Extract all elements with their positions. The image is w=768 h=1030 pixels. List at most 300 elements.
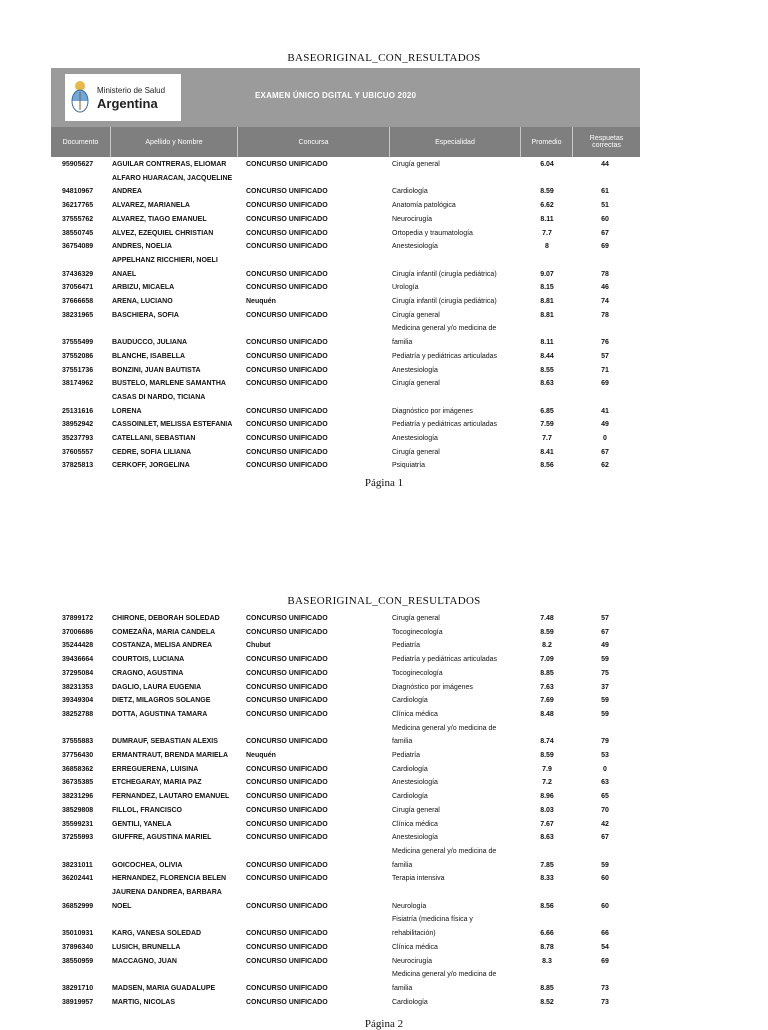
table-row [0, 941, 768, 955]
promedio-cell: 8.56 [540, 902, 554, 910]
header-concursa: Concursa [238, 127, 390, 157]
respuestas-cell: 49 [601, 642, 609, 650]
concursa-cell: CONCURSO UNIFICADO [246, 683, 328, 691]
table-row [0, 185, 768, 199]
concursa-cell: CONCURSO UNIFICADO [246, 366, 328, 374]
promedio-cell: 7.2 [542, 779, 552, 787]
documento-cell: 25131616 [62, 407, 94, 415]
name-continuation: ALFARO HUARACAN, JACQUELINE [112, 174, 233, 182]
promedio-cell: 8.55 [540, 366, 554, 374]
respuestas-cell: 71 [601, 366, 609, 374]
especialidad-cell: Pediatría [392, 642, 421, 650]
header-respuestas [573, 127, 640, 157]
documento-cell: 38529808 [62, 806, 94, 814]
promedio-cell: 8.63 [540, 834, 554, 842]
page-title: BASEORIGINAL_CON_RESULTADOS [287, 52, 481, 64]
especialidad-cell: Diagnóstico por imágenes [392, 407, 473, 415]
promedio-cell: 8 [545, 243, 549, 251]
exam-title: EXAMEN ÚNICO DGITAL Y UBICUO 2020 [255, 91, 417, 100]
table-row [0, 804, 768, 818]
documento-cell: 36217765 [62, 202, 94, 210]
nombre-cell: CRAGNO, AGUSTINA [112, 669, 184, 677]
concursa-cell: CONCURSO UNIFICADO [246, 779, 328, 787]
documento-cell: 38231353 [62, 683, 94, 691]
concursa-cell: CONCURSO UNIFICADO [246, 793, 328, 801]
promedio-cell: 7.09 [540, 656, 554, 664]
nombre-cell: LUSICH, BRUNELLA [112, 943, 181, 951]
documento-cell: 36852999 [62, 902, 94, 910]
documento-cell: 37555499 [62, 339, 94, 347]
table-row [0, 776, 768, 790]
respuestas-cell: 63 [601, 779, 609, 787]
concursa-cell: CONCURSO UNIFICADO [246, 243, 328, 251]
concursa-cell: CONCURSO UNIFICADO [246, 957, 328, 965]
documento-cell: 37551736 [62, 366, 94, 374]
respuestas-cell: 49 [601, 421, 609, 429]
especialidad-cell: Neurocirugía [392, 957, 433, 965]
table-row [0, 418, 768, 432]
promedio-cell: 8.15 [540, 284, 554, 292]
table-row [0, 446, 768, 460]
promedio-cell: 8.03 [540, 806, 554, 814]
header-respuestas-line1: Respuetas [589, 135, 624, 142]
table-row [0, 818, 768, 832]
documento-cell: 37056471 [62, 284, 94, 292]
concursa-cell: CONCURSO UNIFICADO [246, 421, 328, 429]
nombre-cell: DUMRAUF, SEBASTIAN ALEXIS [112, 738, 218, 746]
promedio-cell: 8.59 [540, 752, 554, 759]
nombre-cell: ANAEL [112, 270, 137, 278]
especialidad-cell: Tocoginecología [392, 669, 443, 677]
especialidad-cell: Cardiología [392, 998, 428, 1006]
respuestas-cell: 57 [601, 352, 609, 360]
promedio-cell: 8.59 [540, 188, 554, 196]
table-row [0, 459, 768, 473]
documento-cell: 37896340 [62, 943, 94, 951]
especialidad-cell: Pediatría y pediátricas articuladas [392, 656, 498, 664]
nombre-cell: FILLOL, FRANCISCO [112, 806, 182, 814]
especialidad-continuation: Medicina general y/o medicina de [392, 847, 497, 855]
documento-cell: 37006686 [62, 628, 94, 636]
respuestas-cell: 59 [601, 656, 609, 664]
respuestas-cell: 75 [601, 669, 609, 677]
promedio-cell: 6.66 [540, 930, 554, 938]
nombre-cell: ALVAREZ, MARIANELA [112, 202, 190, 210]
table-row [0, 667, 768, 681]
header-respuestas-line2: correctas [592, 142, 621, 149]
respuestas-cell: 70 [601, 806, 609, 814]
nombre-cell: DOTTA, AGUSTINA TAMARA [112, 710, 208, 718]
documento-cell: 37436329 [62, 270, 94, 278]
table-row [0, 790, 768, 804]
concursa-cell: CONCURSO UNIFICADO [246, 229, 328, 237]
respuestas-cell: 67 [601, 628, 609, 636]
table-row [0, 927, 768, 941]
documento-cell: 35244428 [62, 642, 94, 650]
respuestas-cell: 67 [601, 448, 609, 456]
nombre-cell: AGUILAR CONTRERAS, ELIOMAR [112, 161, 227, 168]
nombre-cell: GIUFFRE, AGUSTINA MARIEL [112, 834, 212, 842]
respuestas-cell: 73 [601, 984, 609, 992]
concursa-cell: CONCURSO UNIFICADO [246, 930, 328, 938]
table-row [0, 268, 768, 282]
documento-cell: 38291710 [62, 984, 94, 992]
documento-cell: 38252788 [62, 710, 94, 718]
especialidad-cell: Anestesiología [392, 834, 438, 842]
nombre-cell: ETCHEGARAY, MARIA PAZ [112, 779, 202, 787]
documento-cell: 37555883 [62, 738, 94, 746]
especialidad-cell: Anestesiología [392, 366, 438, 374]
nombre-cell: BUSTELO, MARLENE SAMANTHA [112, 380, 226, 388]
especialidad-cell: Clínica médica [392, 943, 438, 951]
respuestas-cell: 46 [601, 284, 609, 292]
respuestas-cell: 79 [601, 738, 609, 746]
respuestas-cell: 76 [601, 339, 609, 347]
especialidad-continuation: Medicina general y/o medicina de [392, 325, 497, 333]
table-row [0, 350, 768, 364]
especialidad-cell: familia [392, 861, 413, 869]
nombre-cell: HERNANDEZ, FLORENCIA BELEN [112, 875, 227, 883]
concursa-cell: CONCURSO UNIFICADO [246, 669, 328, 677]
table-row [0, 749, 768, 763]
promedio-cell: 8.81 [540, 311, 554, 319]
promedio-cell: 6.62 [540, 202, 554, 210]
header-banner [51, 68, 640, 127]
respuestas-cell: 0 [603, 765, 607, 773]
promedio-cell: 8.3 [542, 957, 552, 965]
promedio-cell: 8.85 [540, 669, 554, 677]
concursa-cell: CONCURSO UNIFICADO [246, 656, 328, 664]
table-row [0, 336, 768, 350]
logo-country-text: Argentina [97, 96, 158, 111]
promedio-cell: 9.07 [540, 270, 554, 278]
especialidad-cell: Ortopedia y traumatología [392, 229, 473, 237]
promedio-cell: 7.59 [540, 421, 554, 429]
table-header [51, 127, 640, 157]
especialidad-cell: rehabilitación) [392, 930, 436, 938]
respuestas-cell: 60 [601, 875, 609, 883]
promedio-cell: 8.48 [540, 710, 554, 718]
respuestas-cell: 42 [601, 820, 609, 828]
respuestas-cell: 51 [601, 202, 609, 210]
especialidad-cell: Cirugía general [392, 311, 440, 319]
concursa-cell: CONCURSO UNIFICADO [246, 861, 328, 869]
respuestas-cell: 66 [601, 930, 609, 938]
especialidad-cell: Cirugía general [392, 161, 440, 168]
logo-ministry-text: Ministerio de Salud [97, 86, 166, 95]
respuestas-cell: 73 [601, 998, 609, 1006]
concursa-cell: CONCURSO UNIFICADO [246, 380, 328, 388]
promedio-cell: 8.74 [540, 738, 554, 746]
documento-cell: 37899172 [62, 615, 94, 622]
nombre-cell: CERKOFF, JORGELINA [112, 462, 190, 470]
table-row [0, 955, 768, 969]
respuestas-cell: 78 [601, 270, 609, 278]
promedio-cell: 7.67 [540, 820, 554, 828]
documento-cell: 37825813 [62, 462, 94, 470]
promedio-cell: 8.41 [540, 448, 554, 456]
respuestas-cell: 69 [601, 957, 609, 965]
table-row [0, 831, 768, 845]
header-documento: Documento [51, 127, 111, 157]
table-row [0, 872, 768, 886]
especialidad-cell: Cirugía general [392, 806, 440, 814]
nombre-cell: ERMANTRAUT, BRENDA MARIELA [112, 752, 229, 759]
concursa-cell: CONCURSO UNIFICADO [246, 765, 328, 773]
promedio-cell: 8.11 [540, 339, 554, 347]
concursa-cell: CONCURSO UNIFICADO [246, 738, 328, 746]
table-row [0, 364, 768, 378]
table-row [0, 295, 768, 309]
table-row [0, 626, 768, 640]
table-row [0, 432, 768, 446]
concursa-cell: CONCURSO UNIFICADO [246, 462, 328, 470]
promedio-cell: 8.59 [540, 628, 554, 636]
concursa-cell: Chubut [246, 642, 271, 650]
especialidad-cell: Cirugía general [392, 615, 440, 622]
table-row [0, 653, 768, 667]
especialidad-cell: Anestesiología [392, 435, 438, 442]
documento-cell: 37552086 [62, 352, 94, 360]
nombre-cell: CHIRONE, DEBORAH SOLEDAD [112, 615, 220, 622]
especialidad-cell: Pediatría y pediátricas articuladas [392, 352, 498, 360]
especialidad-cell: Pediatría [392, 752, 421, 759]
documento-cell: 38231965 [62, 311, 94, 319]
nombre-cell: BLANCHE, ISABELLA [112, 352, 186, 360]
documento-cell: 38550959 [62, 957, 94, 965]
documento-cell: 38550745 [62, 229, 94, 237]
table-row [0, 982, 768, 996]
especialidad-cell: Neurología [392, 902, 427, 910]
documento-cell: 36202441 [62, 875, 94, 883]
concursa-cell: CONCURSO UNIFICADO [246, 902, 328, 910]
especialidad-cell: Anestesiología [392, 243, 438, 251]
respuestas-cell: 44 [601, 161, 609, 168]
respuestas-cell: 69 [601, 380, 609, 388]
promedio-cell: 7.85 [540, 861, 554, 869]
ministry-logo [65, 74, 181, 121]
promedio-cell: 8.56 [540, 462, 554, 470]
respuestas-cell: 53 [601, 752, 609, 759]
especialidad-continuation: Fisiatría (medicina física y [392, 916, 473, 924]
promedio-cell: 8.33 [540, 875, 554, 883]
table-row [0, 681, 768, 695]
especialidad-cell: Cardiología [392, 793, 428, 801]
concursa-cell: CONCURSO UNIFICADO [246, 834, 328, 842]
concursa-cell: CONCURSO UNIFICADO [246, 984, 328, 992]
header-especialidad: Especialidad [390, 127, 521, 157]
promedio-cell: 8.11 [540, 215, 554, 223]
documento-cell: 38919957 [62, 998, 94, 1006]
nombre-cell: FERNANDEZ, LAUTARO EMANUEL [112, 793, 230, 801]
documento-cell: 37295084 [62, 669, 94, 677]
respuestas-cell: 65 [601, 793, 609, 801]
promedio-cell: 7.9 [542, 765, 552, 773]
especialidad-cell: Urología [392, 284, 419, 292]
especialidad-cell: Terapia intensiva [392, 875, 445, 883]
concursa-cell: CONCURSO UNIFICADO [246, 215, 328, 223]
nombre-cell: LORENA [112, 407, 142, 415]
especialidad-cell: Tocoginecología [392, 628, 443, 636]
respuestas-cell: 0 [603, 435, 607, 442]
table-row [0, 639, 768, 653]
nombre-cell: CEDRE, SOFIA LILIANA [112, 448, 192, 456]
especialidad-cell: Cirugía infantil (cirugía pediátrica) [392, 270, 497, 278]
table-row [0, 735, 768, 749]
table-row [0, 996, 768, 1010]
especialidad-cell: Cardiología [392, 765, 428, 773]
especialidad-cell: Clínica médica [392, 710, 438, 718]
nombre-cell: KARG, VANESA SOLEDAD [112, 930, 202, 938]
table-row [0, 309, 768, 323]
especialidad-cell: familia [392, 738, 413, 746]
concursa-cell: CONCURSO UNIFICADO [246, 284, 328, 292]
especialidad-continuation: Medicina general y/o medicina de [392, 724, 497, 732]
especialidad-cell: Cardiología [392, 697, 428, 705]
respuestas-cell: 67 [601, 834, 609, 842]
respuestas-cell: 60 [601, 902, 609, 910]
nombre-cell: NOEL [112, 902, 132, 910]
respuestas-cell: 74 [601, 298, 609, 305]
nombre-cell: ARBIZU, MICAELA [112, 284, 175, 292]
promedio-cell: 7.7 [542, 435, 552, 442]
table-row [0, 213, 768, 227]
promedio-cell: 8.85 [540, 984, 554, 992]
respuestas-cell: 59 [601, 697, 609, 705]
header-promedio: Promedio [521, 127, 573, 157]
respuestas-cell: 78 [601, 311, 609, 319]
nombre-cell: DAGLIO, LAURA EUGENIA [112, 683, 202, 691]
nombre-cell: CASSOINLET, MELISSA ESTEFANIA [112, 421, 233, 429]
promedio-cell: 7.7 [542, 229, 552, 237]
promedio-cell: 8.63 [540, 380, 554, 388]
nombre-cell: MARTIG, NICOLAS [112, 998, 175, 1006]
table-row [0, 859, 768, 873]
documento-cell: 35599231 [62, 820, 94, 828]
especialidad-cell: Psiquiatría [392, 462, 426, 470]
respuestas-cell: 41 [601, 407, 609, 415]
nombre-cell: MACCAGNO, JUAN [112, 957, 177, 965]
table-row [0, 240, 768, 254]
documento-cell: 37756430 [62, 752, 94, 759]
nombre-cell: COURTOIS, LUCIANA [112, 656, 185, 664]
nombre-cell: GOICOCHEA, OLIVIA [112, 861, 183, 869]
concursa-cell: CONCURSO UNIFICADO [246, 311, 328, 319]
promedio-cell: 7.63 [540, 683, 554, 691]
table-row [0, 158, 768, 172]
nombre-cell: ARENA, LUCIANO [112, 298, 173, 305]
nombre-cell: ALVEZ, EZEQUIEL CHRISTIAN [112, 229, 214, 237]
respuestas-cell: 61 [601, 188, 609, 196]
especialidad-cell: Neurocirugía [392, 215, 433, 223]
table-row [0, 377, 768, 391]
nombre-cell: BAUDUCCO, JULIANA [112, 339, 188, 347]
table-row [0, 281, 768, 295]
concursa-cell: CONCURSO UNIFICADO [246, 270, 328, 278]
documento-cell: 35010931 [62, 930, 94, 938]
especialidad-cell: Anatomía patológica [392, 202, 456, 210]
respuestas-cell: 69 [601, 243, 609, 251]
respuestas-cell: 37 [601, 683, 609, 691]
promedio-cell: 8.81 [540, 298, 554, 305]
documento-cell: 35237793 [62, 435, 94, 442]
especialidad-continuation: Medicina general y/o medicina de [392, 971, 497, 979]
concursa-cell: Neuquén [246, 298, 276, 305]
nombre-cell: ANDREA [112, 188, 142, 196]
page-title: BASEORIGINAL_CON_RESULTADOS [287, 595, 481, 607]
nombre-cell: COSTANZA, MELISA ANDREA [112, 642, 213, 650]
table-row [0, 612, 768, 626]
page-number: Página 1 [364, 477, 404, 489]
respuestas-cell: 59 [601, 710, 609, 718]
page-number: Página 2 [364, 1018, 404, 1030]
nombre-cell: DIETZ, MILAGROS SOLANGE [112, 697, 211, 705]
name-continuation: APPELHANZ RICCHIERI, NOELI [112, 256, 218, 264]
especialidad-cell: Cirugía general [392, 448, 440, 456]
promedio-cell: 7.69 [540, 697, 554, 705]
table-row [0, 694, 768, 708]
documento-cell: 39349304 [62, 697, 94, 705]
concursa-cell: CONCURSO UNIFICADO [246, 710, 328, 718]
documento-cell: 95905627 [62, 161, 94, 168]
respuestas-cell: 59 [601, 861, 609, 869]
promedio-cell: 7.48 [540, 615, 554, 622]
concursa-cell: CONCURSO UNIFICADO [246, 697, 328, 705]
documento-cell: 36735385 [62, 779, 94, 787]
especialidad-cell: Diagnóstico por imágenes [392, 683, 473, 691]
documento-cell: 36858362 [62, 765, 94, 773]
concursa-cell: CONCURSO UNIFICADO [246, 628, 328, 636]
table-row [0, 763, 768, 777]
respuestas-cell: 60 [601, 215, 609, 223]
respuestas-cell: 57 [601, 615, 609, 622]
documento-cell: 37666658 [62, 298, 94, 305]
nombre-cell: MADSEN, MARIA GUADALUPE [112, 984, 216, 992]
promedio-cell: 8.52 [540, 998, 554, 1006]
promedio-cell: 8.96 [540, 793, 554, 801]
concursa-cell: CONCURSO UNIFICADO [246, 820, 328, 828]
promedio-cell: 6.85 [540, 407, 554, 415]
promedio-cell: 6.04 [540, 161, 554, 168]
concursa-cell: CONCURSO UNIFICADO [246, 339, 328, 347]
concursa-cell: CONCURSO UNIFICADO [246, 352, 328, 360]
header-apellido-nombre: Apellido y Nombre [111, 127, 238, 157]
nombre-cell: GENTILI, YANELA [112, 820, 172, 828]
especialidad-cell: Cardiología [392, 188, 428, 196]
concursa-cell: CONCURSO UNIFICADO [246, 806, 328, 814]
documento-cell: 38231296 [62, 793, 94, 801]
especialidad-cell: Clínica médica [392, 820, 438, 828]
concursa-cell: CONCURSO UNIFICADO [246, 188, 328, 196]
nombre-cell: ANDRES, NOELIA [112, 243, 172, 251]
documento-cell: 38174962 [62, 380, 94, 388]
concursa-cell: CONCURSO UNIFICADO [246, 943, 328, 951]
nombre-cell: ALVAREZ, TIAGO EMANUEL [112, 215, 207, 223]
especialidad-cell: Anestesiología [392, 779, 438, 787]
especialidad-cell: Cirugía infantil (cirugía pediátrica) [392, 298, 497, 305]
nombre-cell: CATELLANI, SEBASTIAN [112, 435, 196, 442]
name-continuation: JAURENA DANDREA, BARBARA [112, 889, 222, 896]
concursa-cell: CONCURSO UNIFICADO [246, 435, 328, 442]
especialidad-cell: Cirugía general [392, 380, 440, 388]
table-row [0, 227, 768, 241]
respuestas-cell: 67 [601, 229, 609, 237]
especialidad-cell: familia [392, 339, 413, 347]
documento-cell: 38231011 [62, 861, 93, 869]
respuestas-cell: 62 [601, 462, 609, 470]
documento-cell: 37255993 [62, 834, 94, 842]
concursa-cell: CONCURSO UNIFICADO [246, 407, 328, 415]
